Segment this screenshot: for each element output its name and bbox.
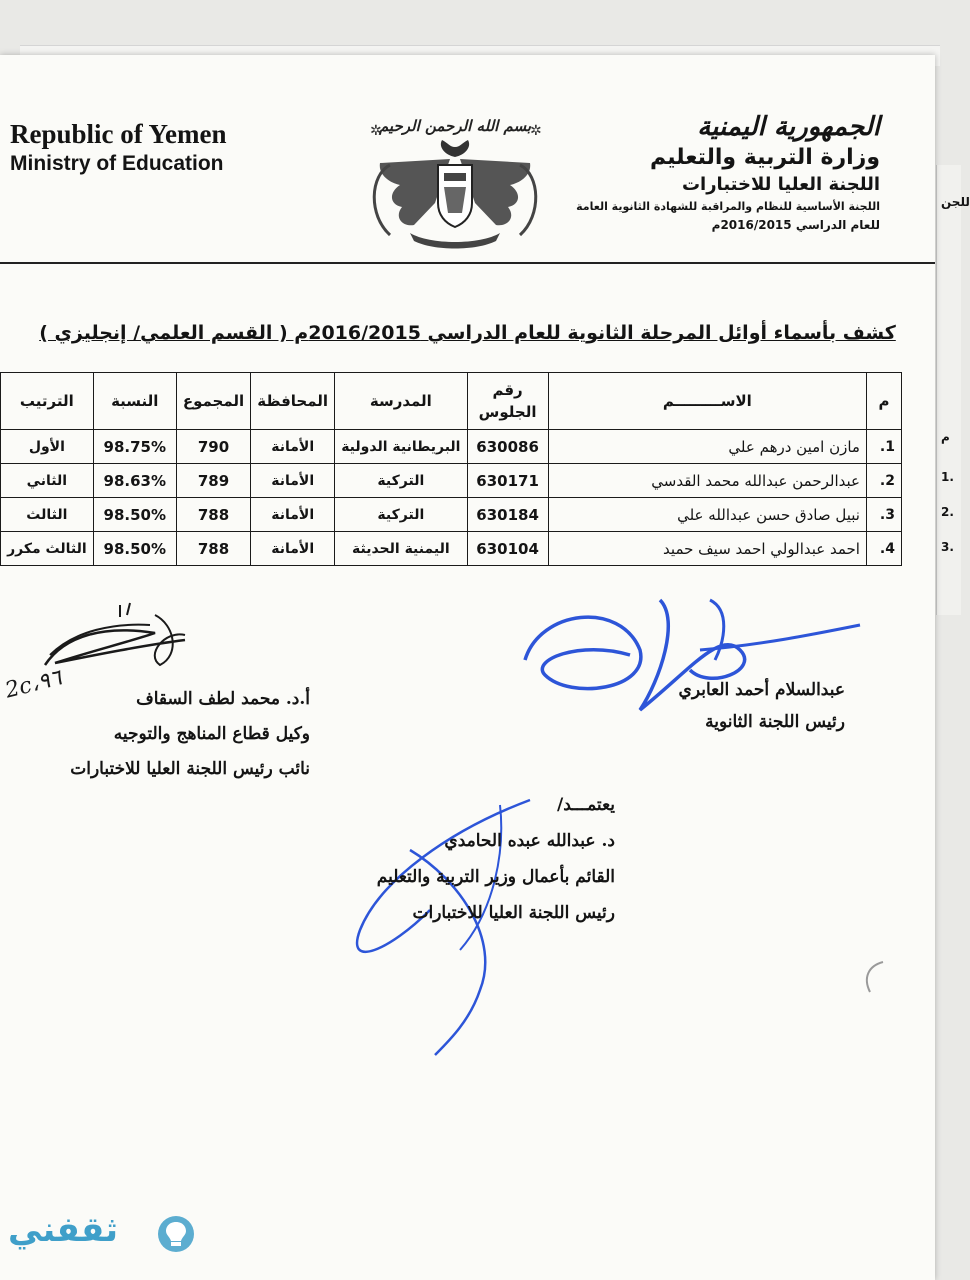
svg-text:✲: ✲ [370,123,382,139]
cell-num: 2. [866,464,901,498]
side-sheet-row-fragment: 3. [941,540,954,554]
cell-rank: الثاني [1,464,94,498]
basmala-calligraphy [370,117,542,139]
col-header-school: المدرسة [335,373,467,430]
committee-name-ar: اللجنة العليا للاختبارات [681,174,880,195]
svg-text:✲: ✲ [530,123,542,139]
side-sheet-row-fragment: 2. [941,505,954,519]
arabic-letterhead [576,110,880,234]
margin-bracket-mark [858,960,888,1000]
country-name-ar: الجمهورية اليمنية [697,112,880,142]
col-header-num: م [866,373,901,430]
results-table [0,372,902,566]
cell-seat: 630104 [467,532,548,566]
header-divider [0,262,935,264]
signatory-name: عبدالسلام أحمد العابري [678,680,845,700]
cell-num: 4. [866,532,901,566]
table-row [1,498,902,532]
cell-percent: 98.50% [93,498,176,532]
cell-rank: الثالث مكرر [1,532,94,566]
site-watermark [8,1200,198,1270]
side-sheet-header-fragment: للجن [941,195,970,209]
approving-signatory [340,787,615,931]
country-name-en: Republic of Yemen [10,119,227,149]
svg-text:بسم الله الرحمن الرحيم: بسم الله الرحمن الرحيم [378,117,532,135]
table-header-row [1,373,902,430]
cell-school: التركية [335,464,467,498]
signatory-name: أ.د. محمد لطف السقاف [136,689,310,709]
cell-name: مازن امين درهم علي [548,430,866,464]
cell-name: عبدالرحمن عبدالله محمد القدسي [548,464,866,498]
col-header-total: المجموع [176,373,250,430]
cell-seat: 630184 [467,498,548,532]
cell-num: 1. [866,430,901,464]
yemen-eagle-emblem [350,95,560,260]
side-sheet-row-fragment: 1. [941,470,954,484]
table-row [1,464,902,498]
cell-school: اليمنية الحديثة [335,532,467,566]
cell-total: 790 [176,430,250,464]
cell-percent: 98.63% [93,464,176,498]
signatory-title: رئيس اللجنة العليا للاختبارات [412,903,615,923]
table-row [1,532,902,566]
col-header-governorate: المحافظة [251,373,335,430]
cell-name: احمد عبدالولي احمد سيف حميد [548,532,866,566]
signatory-title: رئيس اللجنة الثانوية [705,712,845,732]
cell-seat: 630171 [467,464,548,498]
col-header-seat: رقم الجلوس [467,373,548,430]
handwritten-date: 2c،٩٦ [2,665,65,704]
side-sheet-col-fragment: م [941,430,950,444]
document-title: كشف بأسماء أوائل المرحلة الثانوية للعام الدراسي 2016/2015م ( القسم العلمي/ إنجليزي ) [39,322,896,344]
cell-percent: 98.75% [93,430,176,464]
cell-seat: 630086 [467,430,548,464]
table-row [1,430,902,464]
cell-governorate: الأمانة [251,430,335,464]
signatory-title: القائم بأعمال وزير التربية والتعليم [376,867,615,887]
cell-percent: 98.50% [93,532,176,566]
signatory-name: د. عبدالله عبده الحامدي [444,831,615,851]
subcommittee-name-ar: اللجنة الأساسية للنظام والمراقبة للشهادة الثانوية العامة [576,200,880,213]
cell-rank: الثالث [1,498,94,532]
signatory-title: وكيل قطاع المناهج والتوجيه [113,724,310,744]
cell-rank: الأول [1,430,94,464]
cell-total: 789 [176,464,250,498]
english-letterhead [10,118,227,178]
signatory-title: نائب رئيس اللجنة العليا للاختبارات [70,759,310,779]
cell-governorate: الأمانة [251,532,335,566]
lightbulb-icon [156,1214,196,1254]
cell-governorate: الأمانة [251,498,335,532]
cell-num: 3. [866,498,901,532]
cell-governorate: الأمانة [251,464,335,498]
col-header-rank: الترتيب [1,373,94,430]
col-header-percent: النسبة [93,373,176,430]
cell-school: التركية [335,498,467,532]
ministry-name-ar: وزارة التربية والتعليم [650,145,880,170]
cell-school: البريطانية الدولية [335,430,467,464]
col-header-name: الاســـــــــم [548,373,866,430]
cell-total: 788 [176,532,250,566]
approval-label: يعتمـــد/ [557,795,615,815]
academic-year-ar: للعام الدراسي 2016/2015م [711,218,880,232]
left-signatory [40,682,310,787]
cell-total: 788 [176,498,250,532]
right-signatory [650,674,845,738]
cell-name: نبيل صادق حسن عبدالله علي [548,498,866,532]
adjacent-sheet [936,165,970,615]
ministry-name-en: Ministry of Education [10,152,224,175]
watermark-logo-text: ثقفني [8,1210,118,1250]
